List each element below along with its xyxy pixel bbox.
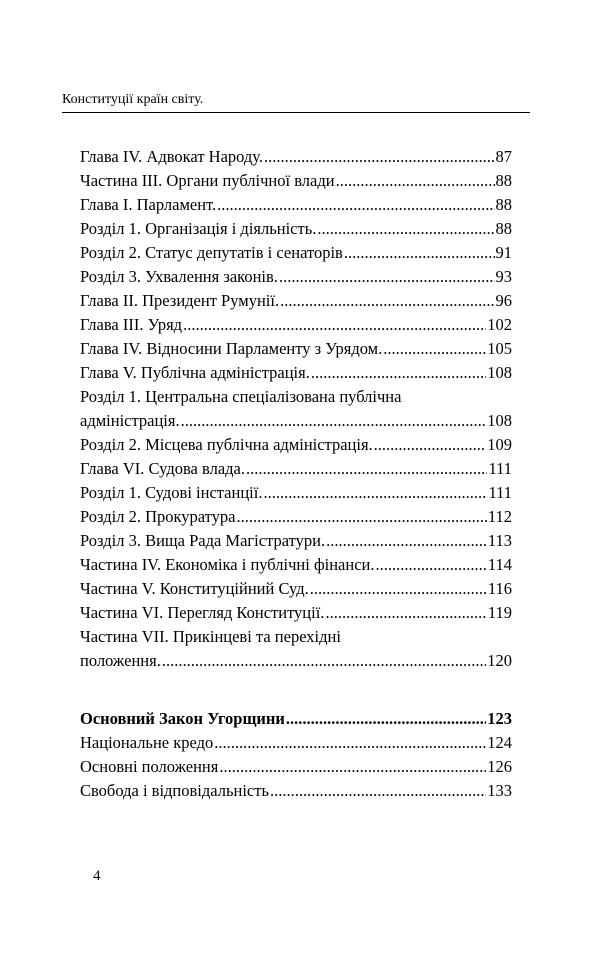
dot-leader	[217, 193, 494, 217]
toc-entry-title: положення.	[80, 651, 161, 670]
toc-entry-title: Глава V. Публічна адміністрація.	[80, 363, 310, 382]
toc-entry-line	[80, 433, 512, 457]
toc-entry-line	[80, 409, 512, 433]
dot-leader	[280, 289, 494, 313]
dot-leader	[311, 361, 486, 385]
toc-entry	[80, 731, 512, 755]
toc-entry-line	[80, 457, 512, 481]
toc-entry-line	[80, 145, 512, 169]
dot-leader	[344, 241, 495, 265]
toc-entry-title: Розділ 3. Вища Рада Магістратури.	[80, 531, 326, 550]
toc-entry-title: Національне кредо	[80, 733, 214, 752]
toc-entry-line	[80, 289, 512, 313]
toc-entry-page: 120	[487, 651, 512, 670]
toc-entry-page: 124	[487, 733, 512, 752]
toc-entry	[80, 169, 512, 193]
toc-entry	[80, 577, 512, 601]
toc-entry	[80, 625, 512, 673]
toc-section-romania	[80, 145, 512, 673]
toc-entry	[80, 457, 512, 481]
toc-entry	[80, 529, 512, 553]
section-gap	[80, 673, 512, 707]
toc-entry-title: Частина IV. Економіка і публічні фінанси.	[80, 555, 375, 574]
toc-entry-title-line1: Частина VII. Прикінцеві та перехідні	[80, 627, 341, 646]
toc-entry-title: Частина III. Органи публічної влади	[80, 171, 335, 190]
toc-entry	[80, 289, 512, 313]
toc-entry-line	[80, 731, 512, 755]
toc-entry-title: Розділ 1. Організація і діяльність.	[80, 219, 317, 238]
toc-entry-title: адміністрація.	[80, 411, 180, 430]
dot-leader	[310, 577, 487, 601]
dot-leader	[237, 505, 487, 529]
dot-leader	[214, 731, 486, 755]
toc-entry	[80, 755, 512, 779]
toc-entry-line	[80, 601, 512, 625]
toc-entry-title: Глава II. Президент Румунії.	[80, 291, 280, 310]
toc-entry-line	[80, 265, 512, 289]
toc-entry-page: 102	[487, 315, 512, 334]
dot-leader	[383, 337, 486, 361]
running-title: Конституції країн світу.	[62, 92, 204, 107]
toc-entry-page: 108	[487, 363, 512, 382]
dot-leader	[270, 779, 486, 803]
dot-leader	[374, 433, 487, 457]
toc-entry-page: 119	[487, 603, 512, 622]
toc-entry-page: 93	[495, 267, 512, 286]
toc-entry-line	[80, 193, 512, 217]
dot-leader	[286, 707, 486, 731]
toc-entry	[80, 707, 512, 731]
toc-entry-line	[80, 505, 512, 529]
dot-leader	[317, 217, 494, 241]
toc-entry-title: Розділ 2. Місцева публічна адміністрація.	[80, 435, 373, 454]
toc-entry-line	[80, 707, 512, 731]
toc-entry-page: 111	[488, 459, 512, 478]
toc-entry	[80, 145, 512, 169]
toc-entry-title: Глава I. Парламент.	[80, 195, 217, 214]
toc-entry-line	[80, 313, 512, 337]
running-header	[62, 92, 530, 113]
dot-leader	[264, 145, 494, 169]
toc-entry	[80, 337, 512, 361]
toc-section-hungary	[80, 707, 512, 803]
dot-leader	[183, 313, 486, 337]
toc-entry	[80, 779, 512, 803]
toc-entry-line	[80, 361, 512, 385]
toc-entry	[80, 505, 512, 529]
toc-entry-title: Розділ 2. Прокуратура	[80, 507, 236, 526]
toc-entry	[80, 217, 512, 241]
toc-entry	[80, 241, 512, 265]
toc-entry-page: 88	[495, 195, 512, 214]
toc-entry-title: Розділ 2. Статус депутатів і сенаторів	[80, 243, 343, 262]
toc-entry-title: Розділ 3. Ухвалення законів.	[80, 267, 278, 286]
dot-leader	[279, 265, 495, 289]
toc-entry	[80, 433, 512, 457]
dot-leader	[325, 601, 486, 625]
toc-entry-title: Частина VI. Перегляд Конституції.	[80, 603, 325, 622]
toc-entry-title: Свобода і відповідальність	[80, 781, 269, 800]
toc-entry-page: 113	[487, 531, 512, 550]
toc-entry-line	[80, 481, 512, 505]
toc-entry	[80, 385, 512, 433]
toc-entry-page: 108	[487, 411, 512, 430]
dot-leader	[376, 553, 487, 577]
toc-entry-page: 91	[495, 243, 512, 262]
dot-leader	[162, 649, 486, 673]
toc-entry-line	[80, 577, 512, 601]
dot-leader	[219, 755, 486, 779]
toc-entry-title-line1: Розділ 1. Центральна спеціалізована публічна	[80, 387, 402, 406]
toc-entry-title: Глава IV. Відносини Парламенту з Урядом.	[80, 339, 383, 358]
toc-entry-page: 96	[495, 291, 512, 310]
toc-entry-line	[80, 779, 512, 803]
toc-entry-page: 123	[487, 709, 512, 728]
toc-entry-page: 87	[495, 147, 512, 166]
dot-leader	[246, 457, 487, 481]
dot-leader	[326, 529, 487, 553]
toc-entry	[80, 193, 512, 217]
toc-entry	[80, 313, 512, 337]
toc-entry-page: 126	[487, 757, 512, 776]
toc-entry-page: 133	[487, 781, 512, 800]
toc-entry-page: 88	[495, 171, 512, 190]
toc-entry-title: Розділ 1. Судові інстанції.	[80, 483, 263, 502]
toc-entry-title: Частина V. Конституційний Суд.	[80, 579, 309, 598]
toc-entry	[80, 361, 512, 385]
toc-entry-page: 114	[487, 555, 512, 574]
toc-entry-line	[80, 553, 512, 577]
dot-leader	[263, 481, 487, 505]
toc-entry	[80, 265, 512, 289]
toc-entry-line	[80, 337, 512, 361]
toc-entry-title: Глава VI. Судова влада.	[80, 459, 245, 478]
toc-entry-title: Основні положення	[80, 757, 219, 776]
toc-entry-page: 112	[487, 507, 512, 526]
page-number: 4	[93, 868, 101, 884]
toc-entry	[80, 601, 512, 625]
toc-entry-line	[80, 241, 512, 265]
toc-entry-page: 109	[487, 435, 512, 454]
toc-entry-title: Глава III. Уряд	[80, 315, 183, 334]
toc-entry-line	[80, 217, 512, 241]
toc-entry-page: 111	[488, 483, 512, 502]
toc-entry	[80, 481, 512, 505]
toc-entry-page: 88	[495, 219, 512, 238]
table-of-contents	[80, 145, 512, 803]
dot-leader	[181, 409, 487, 433]
toc-entry-line	[80, 529, 512, 553]
toc-entry-page: 116	[487, 579, 512, 598]
toc-entry	[80, 553, 512, 577]
toc-entry-title: Глава IV. Адвокат Народу.	[80, 147, 264, 166]
dot-leader	[336, 169, 495, 193]
toc-entry-title: Основний Закон Угорщини	[80, 709, 285, 728]
toc-entry-line	[80, 755, 512, 779]
toc-entry-line	[80, 169, 512, 193]
toc-entry-page: 105	[487, 339, 512, 358]
toc-entry-line	[80, 649, 512, 673]
